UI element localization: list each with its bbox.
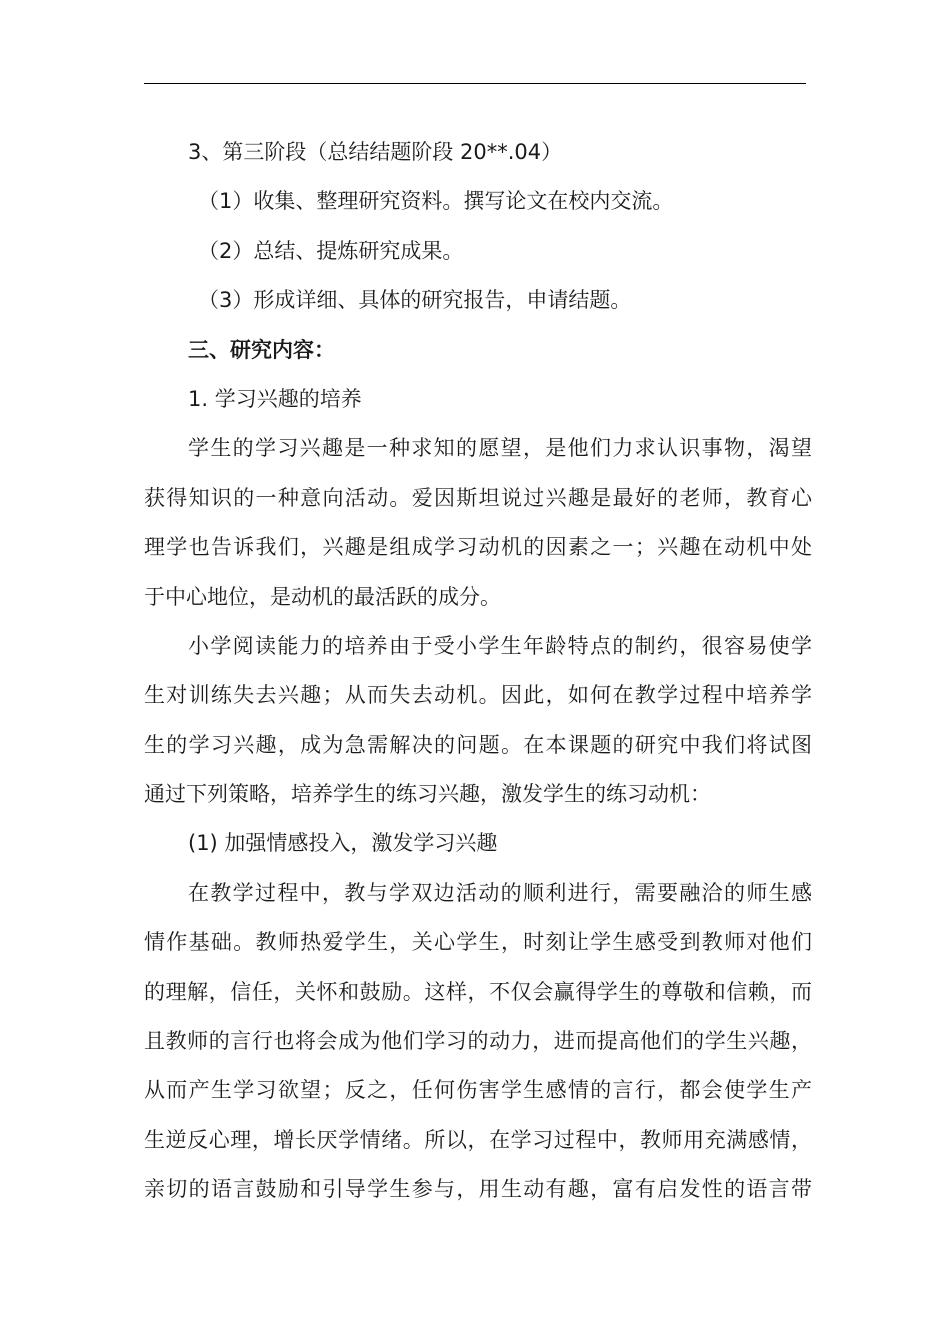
paragraph-line: 从而产生学习欲望；反之，任何伤害学生感情的言行，都会使学生产 [144, 1078, 812, 1103]
stage3-heading: 3、第三阶段（总结结题阶段 20**.04） [188, 140, 563, 164]
stage3-item: （2）总结、提炼研究成果。 [198, 238, 464, 263]
paragraph-line: 情作基础。教师热爱学生，关心学生，时刻让学生感受到教师对他们 [144, 930, 812, 955]
header-rule [144, 83, 806, 84]
paragraph-line: 生逆反心理，增长厌学情绪。所以，在学习过程中，教师用充满感情， [144, 1127, 812, 1152]
paragraph-line: 于中心地位，是动机的最活跃的成分。 [144, 584, 501, 609]
paragraph-line: 在教学过程中，教与学双边活动的顺利进行，需要融洽的师生感 [188, 880, 812, 905]
subheading-emotional-investment: (1) 加强情感投入，激发学习兴趣 [188, 831, 498, 856]
paragraph-line: 学生的学习兴趣是一种求知的愿望，是他们力求认识事物，渴望 [188, 436, 812, 461]
paragraph-line: 生的学习兴趣，成为急需解决的问题。在本课题的研究中我们将试图 [144, 732, 812, 757]
paragraph-line: 理学也告诉我们，兴趣是组成学习动机的因素之一；兴趣在动机中处 [144, 535, 812, 560]
paragraph-line: 的理解，信任，关怀和鼓励。这样，不仅会赢得学生的尊敬和信赖，而 [144, 979, 812, 1004]
stage3-item: （3）形成详细、具体的研究报告，申请结题。 [198, 288, 632, 313]
stage3-item: （1）收集、整理研究资料。撰写论文在校内交流。 [198, 189, 674, 214]
paragraph-line: 小学阅读能力的培养由于受小学生年龄特点的制约，很容易使学 [188, 633, 812, 658]
paragraph-line: 获得知识的一种意向活动。爱因斯坦说过兴趣是最好的老师，教育心 [144, 485, 812, 510]
section-heading: 三、研究内容： [188, 337, 335, 362]
document-body [144, 128, 812, 1215]
paragraph-line: 生对训练失去兴趣；从而失去动机。因此，如何在教学过程中培养学 [144, 683, 812, 708]
paragraph-line: 亲切的语言鼓励和引导学生参与，用生动有趣，富有启发性的语言带 [144, 1177, 812, 1202]
subheading-interest-cultivation: 1. 学习兴趣的培养 [188, 386, 362, 411]
paragraph-line: 且教师的言行也将会成为他们学习的动力，进而提高他们的学生兴趣， [144, 1029, 812, 1054]
paragraph-line: 通过下列策略，培养学生的练习兴趣，激发学生的练习动机： [144, 782, 711, 807]
